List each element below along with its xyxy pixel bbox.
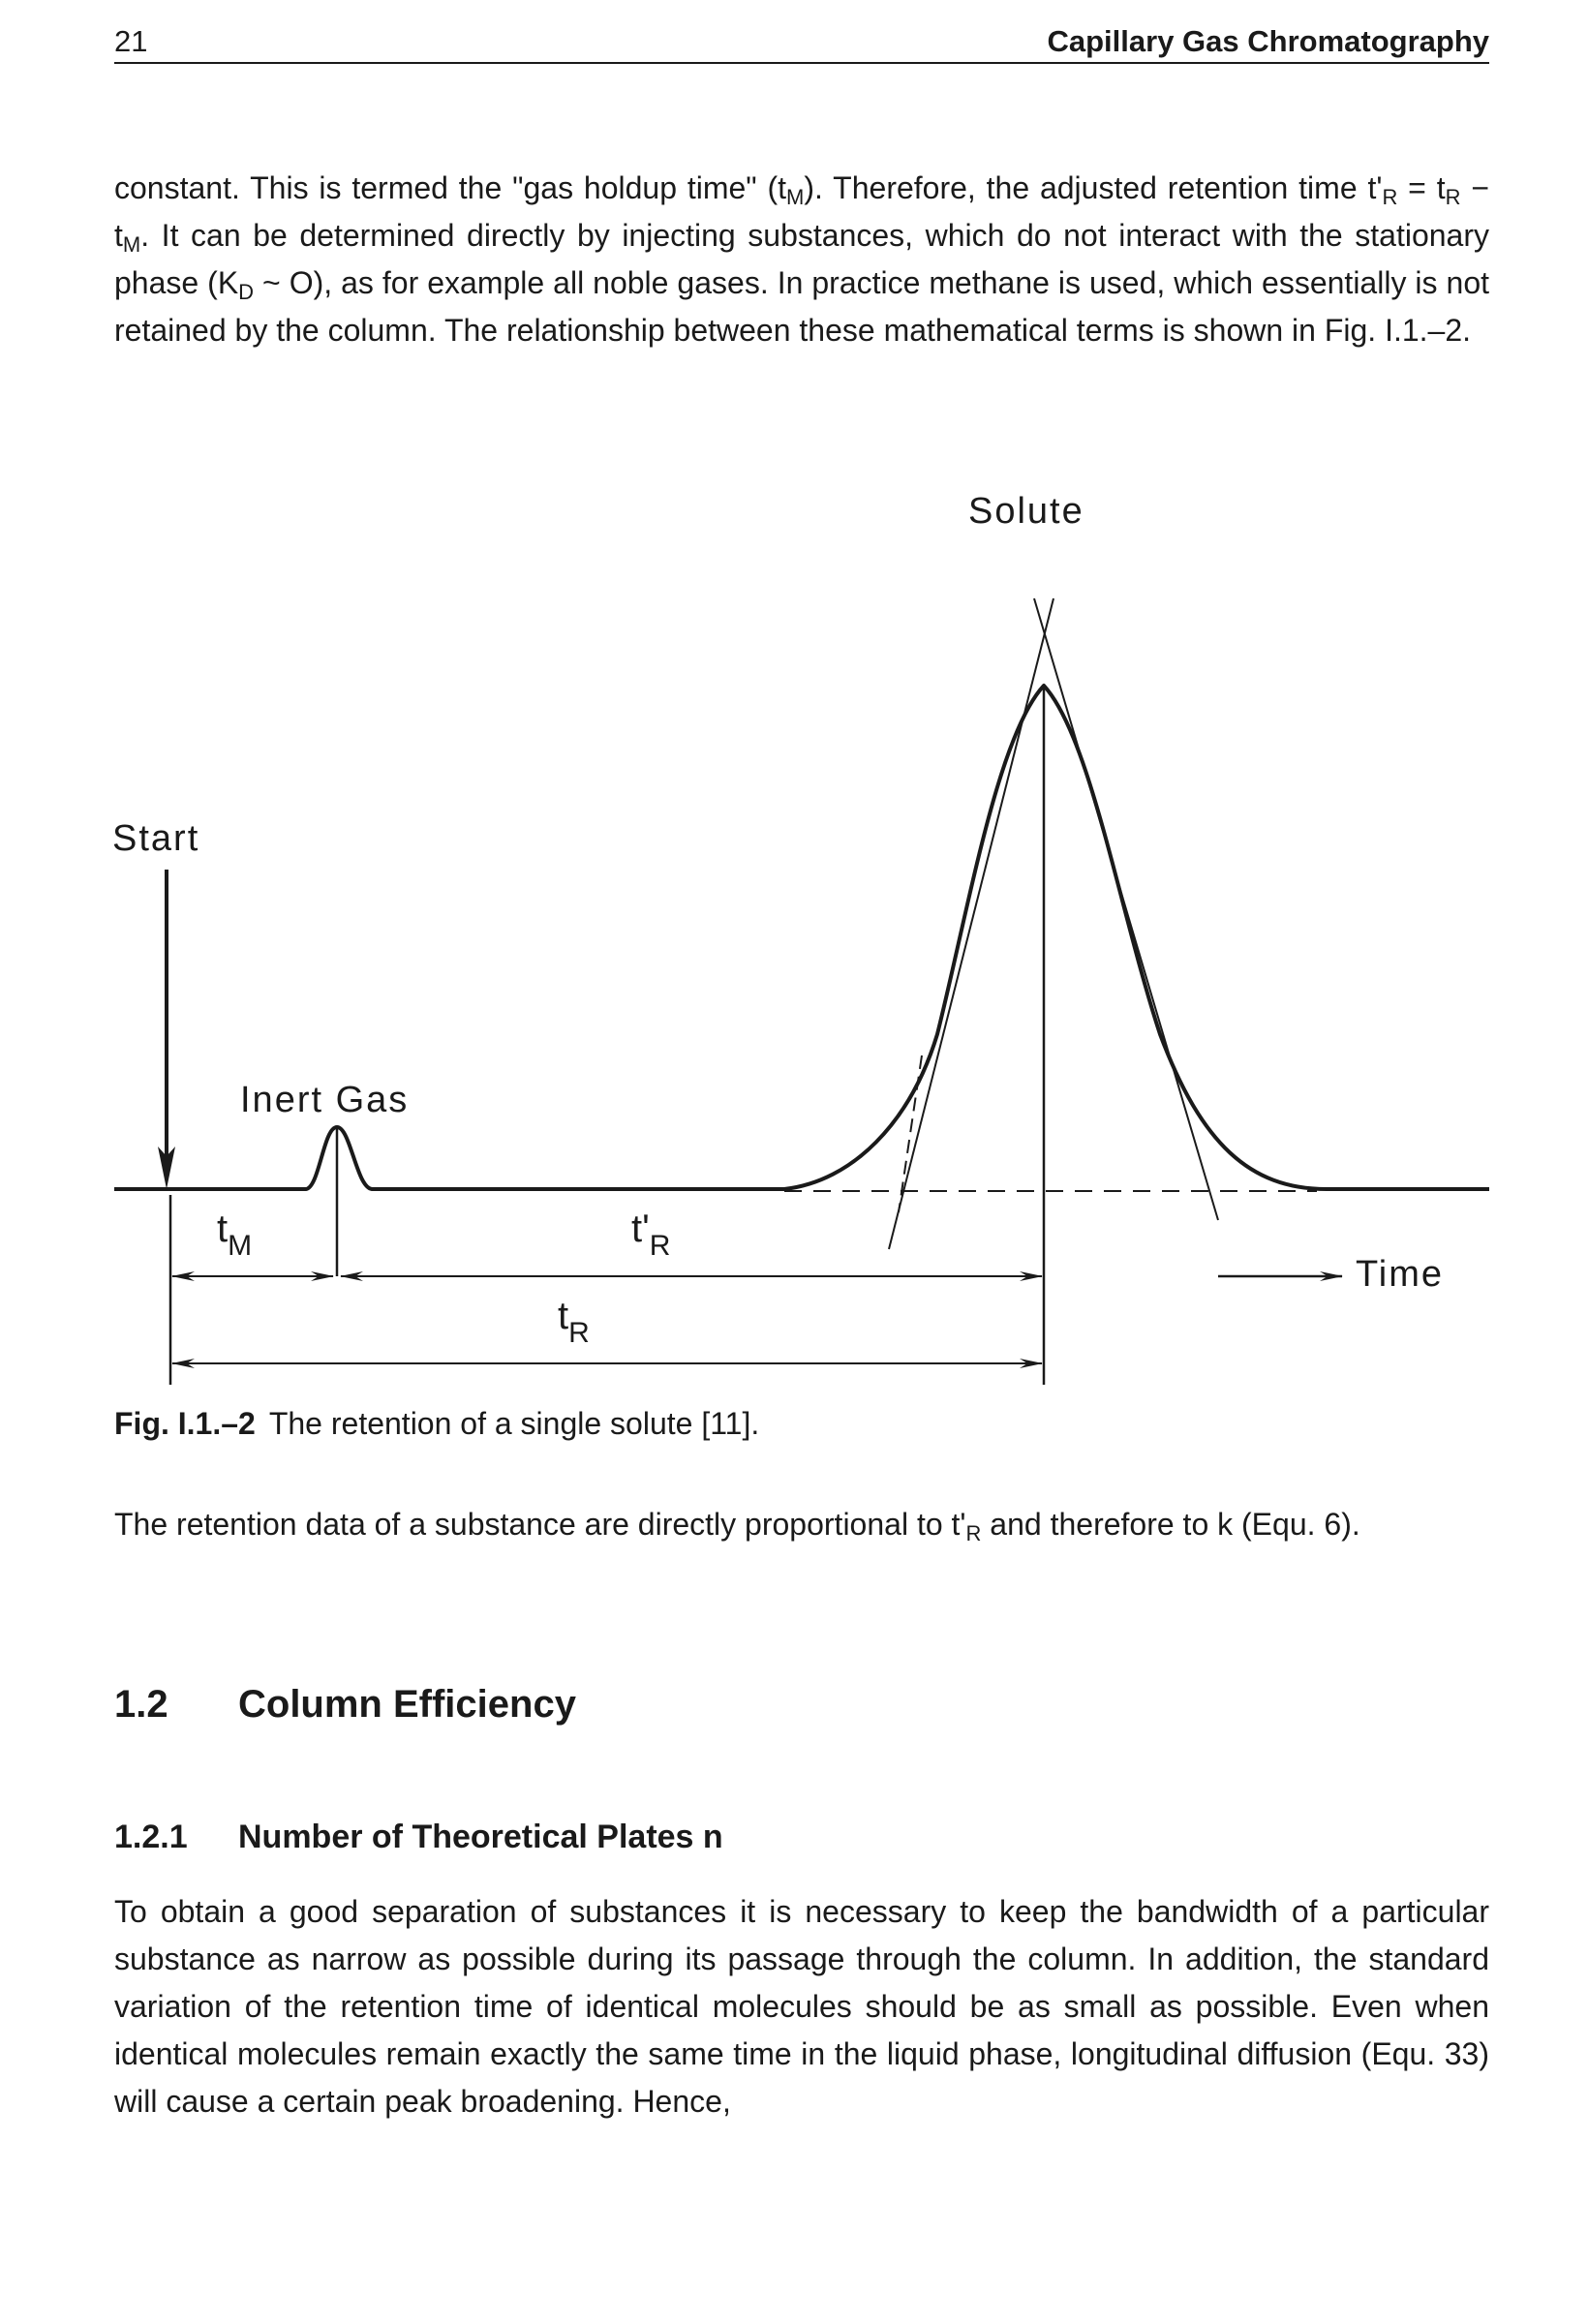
start-label: Start bbox=[112, 818, 200, 859]
text-run: ). Therefore, the adjusted retention time t' bbox=[804, 170, 1383, 205]
caption-text: The retention of a single solute [11]. bbox=[268, 1406, 760, 1441]
subscript: M bbox=[786, 185, 805, 209]
subscript: R bbox=[1382, 185, 1398, 209]
figure-caption bbox=[114, 1402, 1489, 1445]
subscript: M bbox=[122, 232, 141, 257]
text-run: − t bbox=[114, 170, 1490, 253]
page-header bbox=[114, 21, 1489, 64]
text-run: . It can be determined directly by injecting substances, which do not interact with the stationary phase (K bbox=[114, 218, 1489, 300]
caption-number: Fig. I.1.–2 bbox=[114, 1406, 256, 1441]
subsection-title: Number of Theoretical Plates n bbox=[238, 1819, 723, 1855]
inert-gas-label: Inert Gas bbox=[240, 1080, 410, 1120]
running-title: Capillary Gas Chromatography bbox=[1047, 24, 1489, 58]
subscript: D bbox=[238, 280, 255, 304]
solute-label: Solute bbox=[968, 491, 1084, 532]
section-title: Column Efficiency bbox=[238, 1683, 576, 1726]
section-number: 1.2 bbox=[114, 1683, 168, 1726]
text-run: The retention data of a substance are directly proportional to t' bbox=[114, 1507, 966, 1542]
text-run: ~ O), as for example all noble gases. In practice methane is used, which essentially is not retained by the column. The relationship between these mathematical terms is shown in Fig. I.1.–2. bbox=[114, 265, 1490, 348]
section-heading bbox=[114, 1675, 576, 1733]
subsection-heading bbox=[114, 1813, 723, 1861]
chromatogram-figure bbox=[0, 484, 1588, 1385]
paragraph-intro bbox=[114, 165, 1489, 354]
left-tangent-line bbox=[889, 598, 1054, 1249]
time-label: Time bbox=[1356, 1254, 1445, 1295]
chromatogram-svg bbox=[0, 484, 1588, 1385]
subscript: R bbox=[1445, 185, 1461, 209]
right-tangent-line bbox=[1034, 598, 1218, 1220]
text-run: = t bbox=[1397, 170, 1446, 205]
tm-symbol: $t_M$ bbox=[217, 1208, 253, 1262]
page-number: 21 bbox=[114, 24, 148, 58]
tr-adjusted-symbol: $t'_R$ bbox=[631, 1208, 671, 1262]
paragraph-plates: To obtain a good separation of substances it is necessary to keep the bandwidth of a particular substance as narrow as possible during its passage through the column. In addition, the standard variation of the retention time of identical molecules should be as small as possible. Even when identical molecules remain exactly the same time in the liquid phase, longitudinal diffusion (Equ. 33) will cause a certain peak broadening. Hence, bbox=[114, 1894, 1489, 2119]
text-run: constant. This is termed the "gas holdup time" (t bbox=[114, 170, 787, 205]
text-run: and therefore to k (Equ. 6). bbox=[981, 1507, 1360, 1542]
paragraph-retention bbox=[114, 1501, 1489, 1548]
tr-symbol: $t_R$ bbox=[558, 1295, 590, 1349]
subscript: R bbox=[965, 1521, 982, 1545]
subsection-number: 1.2.1 bbox=[114, 1819, 188, 1855]
